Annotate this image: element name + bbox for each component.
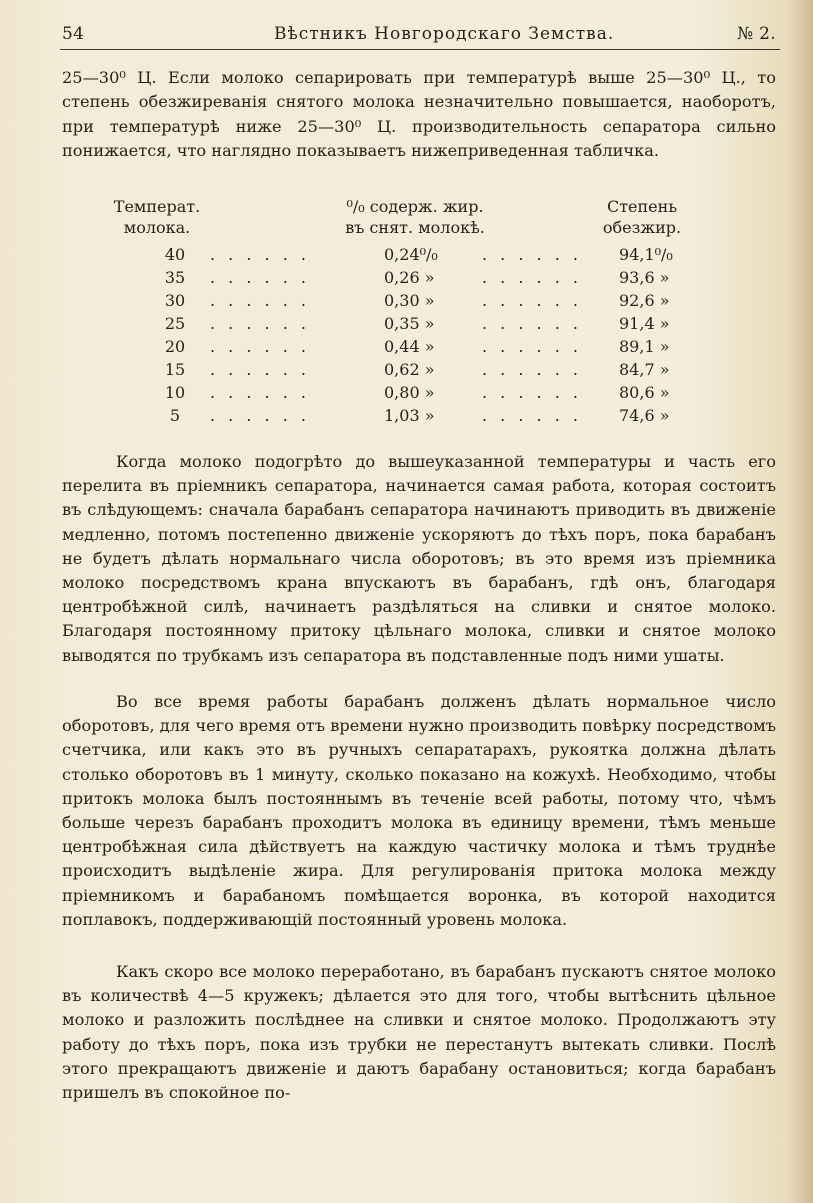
paragraph-process: Когда молоко подогрѣто до вышеуказанной температуры и часть его перелита въ пріемникъ сепаратора, начинается самая работа, которая состоитъ въ слѣдующемъ: сначала барабанъ сепаратора начинаютъ приводить въ движеніе медленно, потомъ постепенно движеніе ускоряютъ до тѣхъ поръ, пока барабанъ не будетъ дѣлать нормальнаго числа оборотовъ; въ это время изъ пріемника молоко посредствомъ крана впускаютъ въ барабанъ, гдѣ онъ, благодаря центробѣжной силѣ, начинаетъ раздѣляться на сливки и снятое молоко. Благодаря постоянному притоку цѣльнаго молока, сливки и снятое молоко выводятся по трубкамъ изъ сепаратора въ подставленные подъ ними ушаты. — [62, 452, 776, 665]
intro-paragraph: 25—30⁰ Ц. Если молоко сепарировать при температурѣ выше 25—30⁰ Ц., то степень обезжиреванія снятого молока незначительно повышается, наоборотъ, при температурѣ ниже 25—30⁰ Ц. производительность сепаратора сильно понижается, что наглядно показываетъ нижеприведенная табличка. — [62, 68, 776, 160]
table-row: 5 . . . . . . 1,03 » . . . . . . 74,6 » — [169, 406, 670, 425]
table-row: 40 . . . . . . 0,24⁰/₀ . . . . . . 94,1⁰/₀ — [164, 245, 673, 264]
table-row: 20 . . . . . . 0,44 » . . . . . . 89,1 » — [164, 337, 670, 356]
intro-text — [62, 66, 776, 163]
paragraph-finish: Какъ скоро все молоко переработано, въ барабанъ пускаютъ снятое молоко въ количествѣ 4—5 кружекъ; дѣлается это для того, чтобы вытѣснить цѣльное молоко и разложить послѣднее на сливки и снятое молоко. Продолжаютъ эту работу до тѣхъ поръ, пока изъ трубки не перестанутъ вытекать сливки. Послѣ этого прекращаютъ движеніе и даютъ барабану остановиться; когда барабанъ пришелъ въ спокойное по- — [62, 962, 776, 1103]
header-rule — [60, 49, 780, 50]
header-temperature: Температ. молока. — [113, 197, 201, 237]
issue-number: № 2. — [737, 24, 776, 44]
running-header — [62, 24, 776, 48]
paragraph-rotation: Во все время работы барабанъ долженъ дѣлать нормальное число оборотовъ, для чего время отъ времени нужно производить повѣрку посредствомъ счетчика, или какъ это въ ручныхъ сепаратарахъ, рукоятка должна дѣлать столько оборотовъ въ 1 минуту, сколько показано на кожухѣ. Необходимо, чтобы притокъ молока былъ постояннымъ въ теченіе всей работы, потому что, чѣмъ больше черезъ барабанъ проходитъ молока въ единицу времени, тѣмъ меньше центробѣжная сила дѣйствуетъ на каждую частичку молока и тѣмъ труднѣе происходитъ выдѣленіе жира. Для регулированія притока молока между пріемникомъ и барабаномъ помѣщается воронка, въ которой находится поплавокъ, поддерживающій постоянный уровень молока. — [62, 692, 776, 929]
table-row: 25 . . . . . . 0,35 » . . . . . . 91,4 » — [164, 314, 670, 333]
table-row: 10 . . . . . . 0,80 » . . . . . . 80,6 » — [164, 383, 670, 402]
page-number: 54 — [62, 24, 85, 44]
header-fat-content: ⁰/₀ содерж. жир. въ снят. молокѣ. — [345, 197, 485, 237]
table-row: 35 . . . . . . 0,26 » . . . . . . 93,6 » — [164, 268, 670, 287]
journal-title: Вѣстникъ Новгородскаго Земства. — [274, 24, 615, 44]
table-row: 30 . . . . . . 0,30 » . . . . . . 92,6 » — [164, 291, 670, 310]
header-degree: Степень обезжир. — [602, 197, 682, 237]
table-row: 15 . . . . . . 0,62 » . . . . . . 84,7 » — [164, 360, 670, 379]
